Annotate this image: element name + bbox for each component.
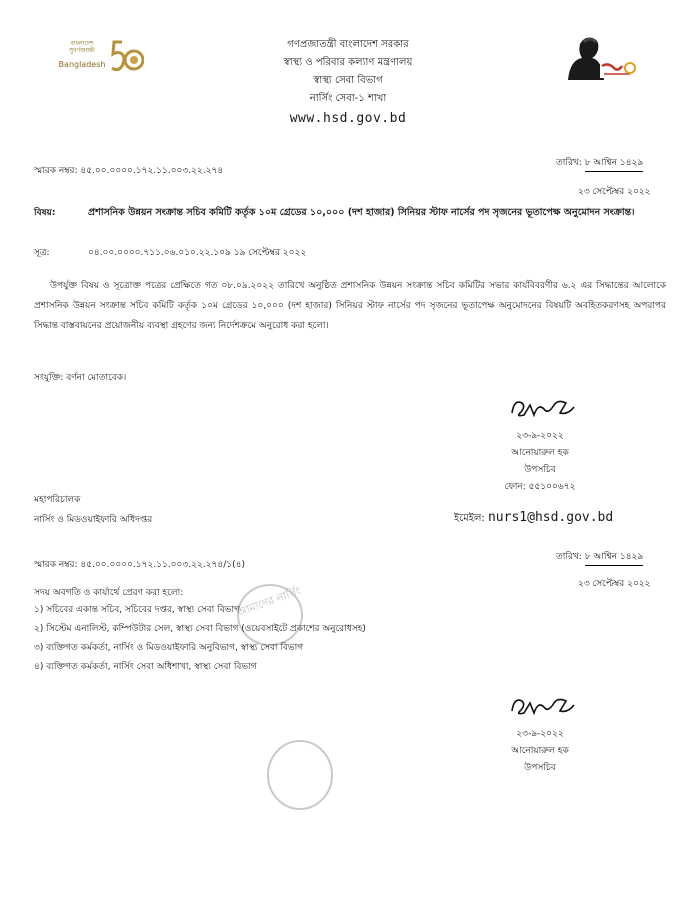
recipient-title: মহাপরিচালক [34,495,81,505]
reference-text: ০৪.০০.০০০০.৭১১.০৬.০১০.২২.১০৯ ১৯ সেপ্টেম্বর ২০২২ [88,248,307,258]
memo-date-2 [556,549,666,591]
memo-number-2: স্মারক নম্বর: ৪৫.০০.০০০০.১৭২.১১.০০৩.২২.২৭৪/১(৪) [34,560,245,570]
recipient-office: নার্সিং ও মিডওয়াইফারি অধিদপ্তর [34,515,153,525]
email-label: ইমেইল: [454,513,485,524]
list-item: ৩) ব্যক্তিগত কর্মকর্তা, নার্সিং ও মিডওয়াইফারি অনুবিভাগ, স্বাস্থ্য সেবা বিভাগ [34,643,304,653]
list-item: ২) সিস্টেম এনালিস্ট, কম্পিউটার সেল, স্বাস্থ্য সেবা বিভাগ (ওয়েবসাইটে প্রকাশের অনুরোধসহ) [34,624,366,634]
memo-number: স্মারক নম্বর: ৪৫.০০.০০০০.১৭২.১১.০০৩.২২.২৭৪ [34,166,224,176]
subject-text: প্রশাসনিক উন্নয়ন সংক্রান্ত সচিব কমিটি কর্তৃক ১০ম গ্রেডের ১০,০০০ (দশ হাজার) সিনিয়র স্টাফ নার্সের পদ সৃজনের ভূতাপেক্ষ অনুমোদন সংক্রান্ত। [88,207,635,218]
signatory-2-name: আনোয়ারুল হক [511,746,569,756]
branch-name: নার্সিং সেবা-১ শাখা [309,93,387,104]
subject-label: বিষয়: [34,208,56,218]
government-name: গণপ্রজাতন্ত্রী বাংলাদেশ সরকার [287,39,409,50]
reference-label: সূত্র: [34,248,50,258]
signatory-1-date: ২৩-৯-২০২২ [516,431,564,441]
date-english: ২৩ সেপ্টেম্বর ২০২২ [578,187,651,197]
logo-left-country: Bangladesh [58,60,106,69]
signatory-1-name: আনোয়ারুল হক [511,448,569,458]
date-english-2: ২৩ সেপ্টেম্বর ২০২২ [578,579,651,589]
signatory-2-date: ২৩-৯-২০২২ [516,729,564,739]
copy-intro: সদয় অবগতি ও কার্যার্থে প্রেরণ করা হলো: [34,588,184,598]
list-item: ১) সচিবের একান্ত সচিব, সচিবের দপ্তর, স্বাস্থ্য সেবা বিভাগ [34,605,240,615]
date-label: তারিখ: [556,158,582,168]
logo-left-text: বাংলাদেশ সুবর্ণজয়ন্তী [69,40,95,54]
letter-body: উপর্যুক্ত বিষয় ও সূত্রোক্ত পত্রের প্রেক্ষিতে গত ০৮.০৯.২০২২ তারিখে অনুষ্ঠিত প্রশাসনিক উন্নয়ন সংক্রান্ত সচিব কমিটির সভার কার্যবিবরণীর ৬.২ এর সিদ্ধান্তের আলোকে প্রশাসনিক উন্নয়ন সংক্রান্ত সচিব কমিটি কর্তৃক ১০ম গ্রেডের ১০,০০০ (দশ হাজার) সিনিয়র স্টাফ নার্সের পদ সৃজনের ভূতাপেক্ষ অনুমোদনের বিষয়টি অবহিতকরণসহ অপরাপর সিদ্ধান্ত বাস্তবায়নের প্রয়োজনীয় ব্যবস্থা গ্রহণের জন্য নির্দেশক্রমে অনুরোধ করা হলো। [34,281,666,331]
website-link[interactable]: www.hsd.gov.bd [289,111,407,126]
signatory-1-block [470,428,610,496]
signatory-2-block [470,726,610,777]
signature-2 [508,693,578,719]
ministry-name: স্বাস্থ্য ও পরিবার কল্যাণ মন্ত্রণালয় [283,57,413,68]
contact-email [454,510,613,528]
signatory-1-phone: ফোন: ৫৫১০০৬৭২ [504,482,576,492]
memo-date [556,155,666,199]
date-label-2: তারিখ: [556,552,582,562]
fifty-emblem-icon [110,38,144,76]
date-bangla-2: ৮ আশ্বিন ১৪২৯ [585,549,644,566]
email-link[interactable]: nurs1@hsd.gov.bd [487,510,614,525]
signatory-2-designation: উপসচিব [524,763,556,773]
list-item: ৪) ব্যক্তিগত কর্মকর্তা, নার্সিং সেবা অধিশাখা, স্বাস্থ্য সেবা বিভাগ [34,662,257,672]
signature-1 [508,395,578,421]
watermark-stamp [230,575,340,835]
signatory-1-designation: উপসচিব [524,465,556,475]
golden-jubilee-logo [54,34,144,78]
mujib-centenary-logo [560,30,640,86]
portrait-logo-icon [560,30,640,86]
watermark-text: আমাদের নার্সিং [235,584,303,620]
date-bangla: ৮ আশ্বিন ১৪২৯ [585,155,644,172]
division-name: স্বাস্থ্য সেবা বিভাগ [313,75,383,86]
attachment-note: সংযুক্তি: বর্ণনা মোতাবেক। [34,373,127,383]
